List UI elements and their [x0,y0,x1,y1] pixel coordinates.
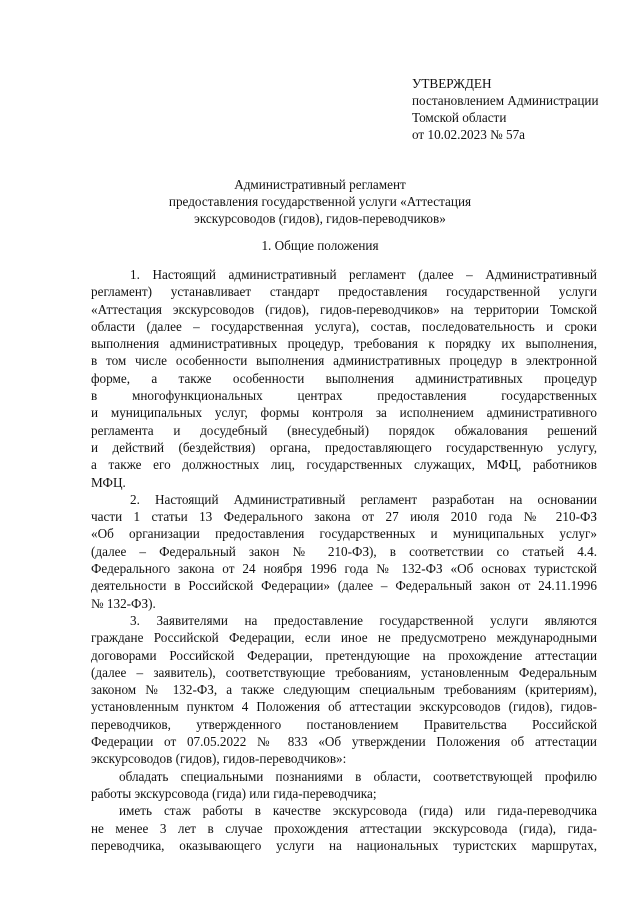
title-line: Административный регламент [234,177,406,192]
text-line: не менее 3 лет в случае прохождения аттестации экскурсовода (гида), гида- [91,820,597,836]
approval-line: постановлением Администрации [412,93,599,108]
text-line: № 132-ФЗ). [91,595,156,611]
text-line: 1. Настоящий административный регламент (далее – Административный [130,267,597,282]
text-line: переводчиков, утвержденного постановлением Правительства Российской [91,716,597,732]
text-line: договорами Российской Федерации, претендующие на прохождение аттестации [91,647,597,663]
text-line: деятельности в Российской Федерации» (далее – Федеральный закон от 24.11.1996 [91,578,597,594]
title-line: экскурсоводов (гидов), гидов-переводчиков» [194,211,446,226]
text-line: законом № 132-ФЗ, а также следующим специальным требованиям (критериям), [91,682,597,698]
text-line: и действий (бездействия) органа, предоставляющего государственную услугу, [91,439,597,455]
text-line: Федерации от 07.05.2022 № 833 «Об утверждении Положения об аттестации [91,734,597,750]
text-line: установленным пунктом 4 Положения об аттестации экскурсоводов (гидов), гидов- [91,699,597,715]
text-line: в многофункциональных центрах предоставления государственных [91,388,597,404]
text-line: (далее – Федеральный закон № 210-ФЗ), в соответствии со статьей 4.4. [91,543,597,559]
text-line: МФЦ. [91,474,126,490]
approval-stamp [412,75,599,143]
text-line: форме, а также особенности выполнения административных процедур [91,370,597,386]
title-line: предоставления государственной услуги «Аттестация [168,194,472,209]
text-line: граждане Российской Федерации, если иное не предусмотрено международными [91,630,597,646]
text-line: а также его должностных лиц, государственных служащих, МФЦ, работников [91,457,597,473]
text-line: переводчика, оказывающего услуги на национальных туристских маршрутах, [91,837,597,853]
text-line: регламент) устанавливает стандарт предоставления государственной услуги [91,284,597,300]
document-title [0,176,640,227]
text-line: иметь стаж работы в качестве экскурсовода (гида) или гида-переводчика [119,803,597,819]
text-line: регламента и досудебный (внесудебный) порядок обжалования решений [91,422,597,438]
text-line: экскурсоводов (гидов), гидов-переводчиков»: [91,751,347,767]
text-line: работы экскурсовода (гида) или гида-переводчика; [91,785,377,801]
text-line: части 1 статьи 13 Федерального закона от 27 июля 2010 года № 210-ФЗ [91,509,597,525]
text-line: и муниципальных услуг, формы контроля за исполнением административного [91,405,597,421]
text-line: «Аттестация экскурсоводов (гидов), гидов-переводчиков» на территории Томской [91,301,597,317]
text-line: «Об организации предоставления государственных и муниципальных услуг» [91,526,597,542]
text-line: области (далее – государственная услуга), состав, последовательность и сроки [91,318,597,334]
text-line: выполнения административных процедур, требования к порядку их выполнения, [91,336,597,352]
text-line: 3. Заявителями на предоставление государственной услуги являются [130,612,597,628]
approval-line: Томской области [412,110,507,125]
section-heading: 1. Общие положения [261,238,379,253]
approval-date: от 10.02.2023 № 57а [412,127,526,142]
text-line: в том числе особенности выполнения административных процедур в электронной [91,353,597,369]
text-line: обладать специальными познаниями в области, соответствующей профилю [119,768,597,784]
text-line: 2. Настоящий Административный регламент разработан на основании [130,491,597,507]
text-line: (далее – заявитель), соответствующие требованиям, установленным Федеральным [91,664,597,680]
text-line: Федерального закона от 24 ноября 1996 года № 132-ФЗ «Об основах туристской [91,561,597,577]
approval-heading: УТВЕРЖДЕН [412,76,492,91]
document-body [91,266,597,854]
